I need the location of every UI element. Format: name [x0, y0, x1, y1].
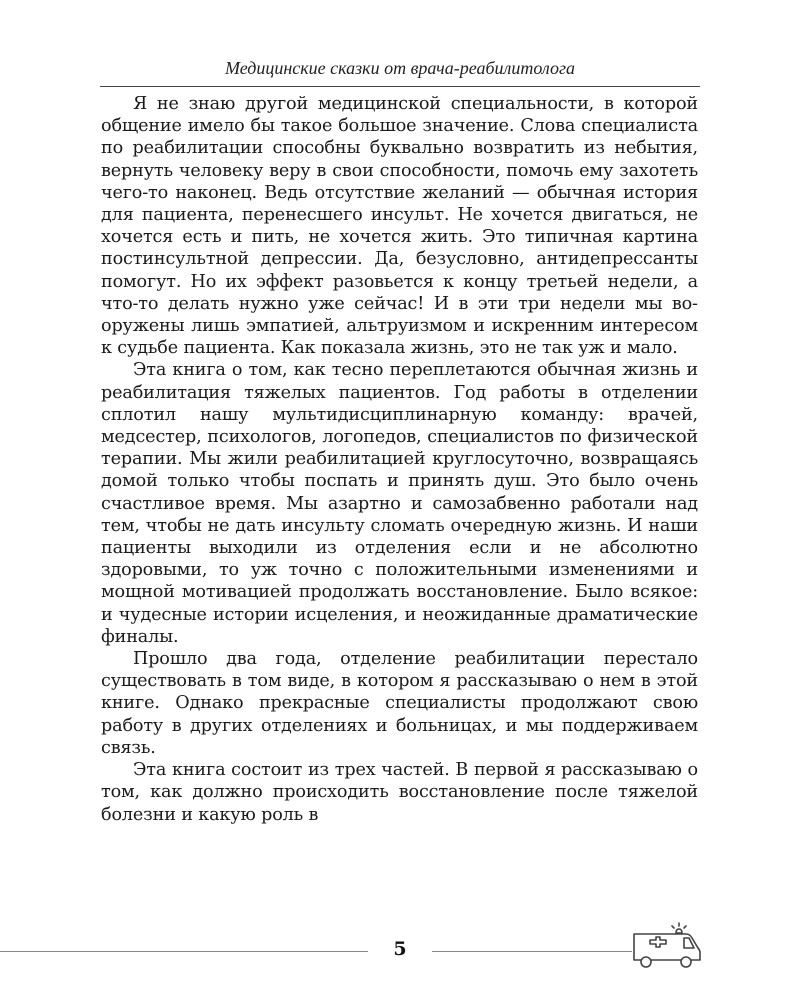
footer-rule-right: [432, 951, 632, 952]
header-rule: [100, 86, 700, 87]
body-text: [101, 93, 698, 826]
running-title: Медицинские сказки от врача-реабилитолога: [224, 58, 576, 78]
paragraph: Эта книга о том, как тесно переплетаются обычная жизнь и реабилитация тяжелых пациентов. Год работы в отделении сплотил нашу мультидисциплинарную команду: врачей, медсестер, психологов, логопедов, специалистов по физической терапии. Мы жили реабилитацией круглосуточно, возвращаясь домой только чтобы поспать и принять душ. Это было очень счастливое время. Мы азартно и самозабвенно работали над тем, чтобы не дать инсульту сломать очередную жизнь. И наши пациенты выходили из отделения если и не абсолютно здоровыми, то уж точно с положительными изменениями и мощной мотивацией продолжать восстановление. Было всякое: и чудесные истории исцеления, и неожиданные драматические финалы.: [101, 360, 698, 647]
page-number: 5: [393, 938, 407, 960]
paragraph: Прошло два года, отделение реабилитации перестало существовать в том виде, в котором я рассказываю о нем в этой книге. Однако прекрасные специалисты продолжают свою работу в других отделениях и больницах, и мы поддерживаем связь.: [101, 649, 698, 758]
footer-rule-left: [0, 951, 368, 952]
ambulance-icon: [630, 920, 704, 972]
paragraph: Эта книга состоит из трех частей. В первой я рассказываю о том, как должно происходить восстановление после тяжелой болезни и какую роль в: [101, 760, 698, 825]
paragraph: Я не знаю другой медицинской специальности, в которой общение имело бы такое большое значение. Слова специалиста по реабилитации способны буквально возвратить из небытия, вернуть человеку веру в свои способности, помочь ему захотеть чего-то наконец. Ведь отсутствие желаний — обычная история для пациента, перенесшего инсульт. Не хочется двигаться, не хочется есть и пить, не хочется жить. Это типичная картина постинсультной депрессии. Да, безусловно, антидепрессанты помогут. Но их эффект разовьется к концу третьей недели, а что-то делать нужно уже сейчас! И в эти три недели мы вооружены лишь эмпатией, альтруизмом и искренним интересом к судьбе пациента. Как показала жизнь, это не так уж и мало.: [101, 94, 698, 359]
